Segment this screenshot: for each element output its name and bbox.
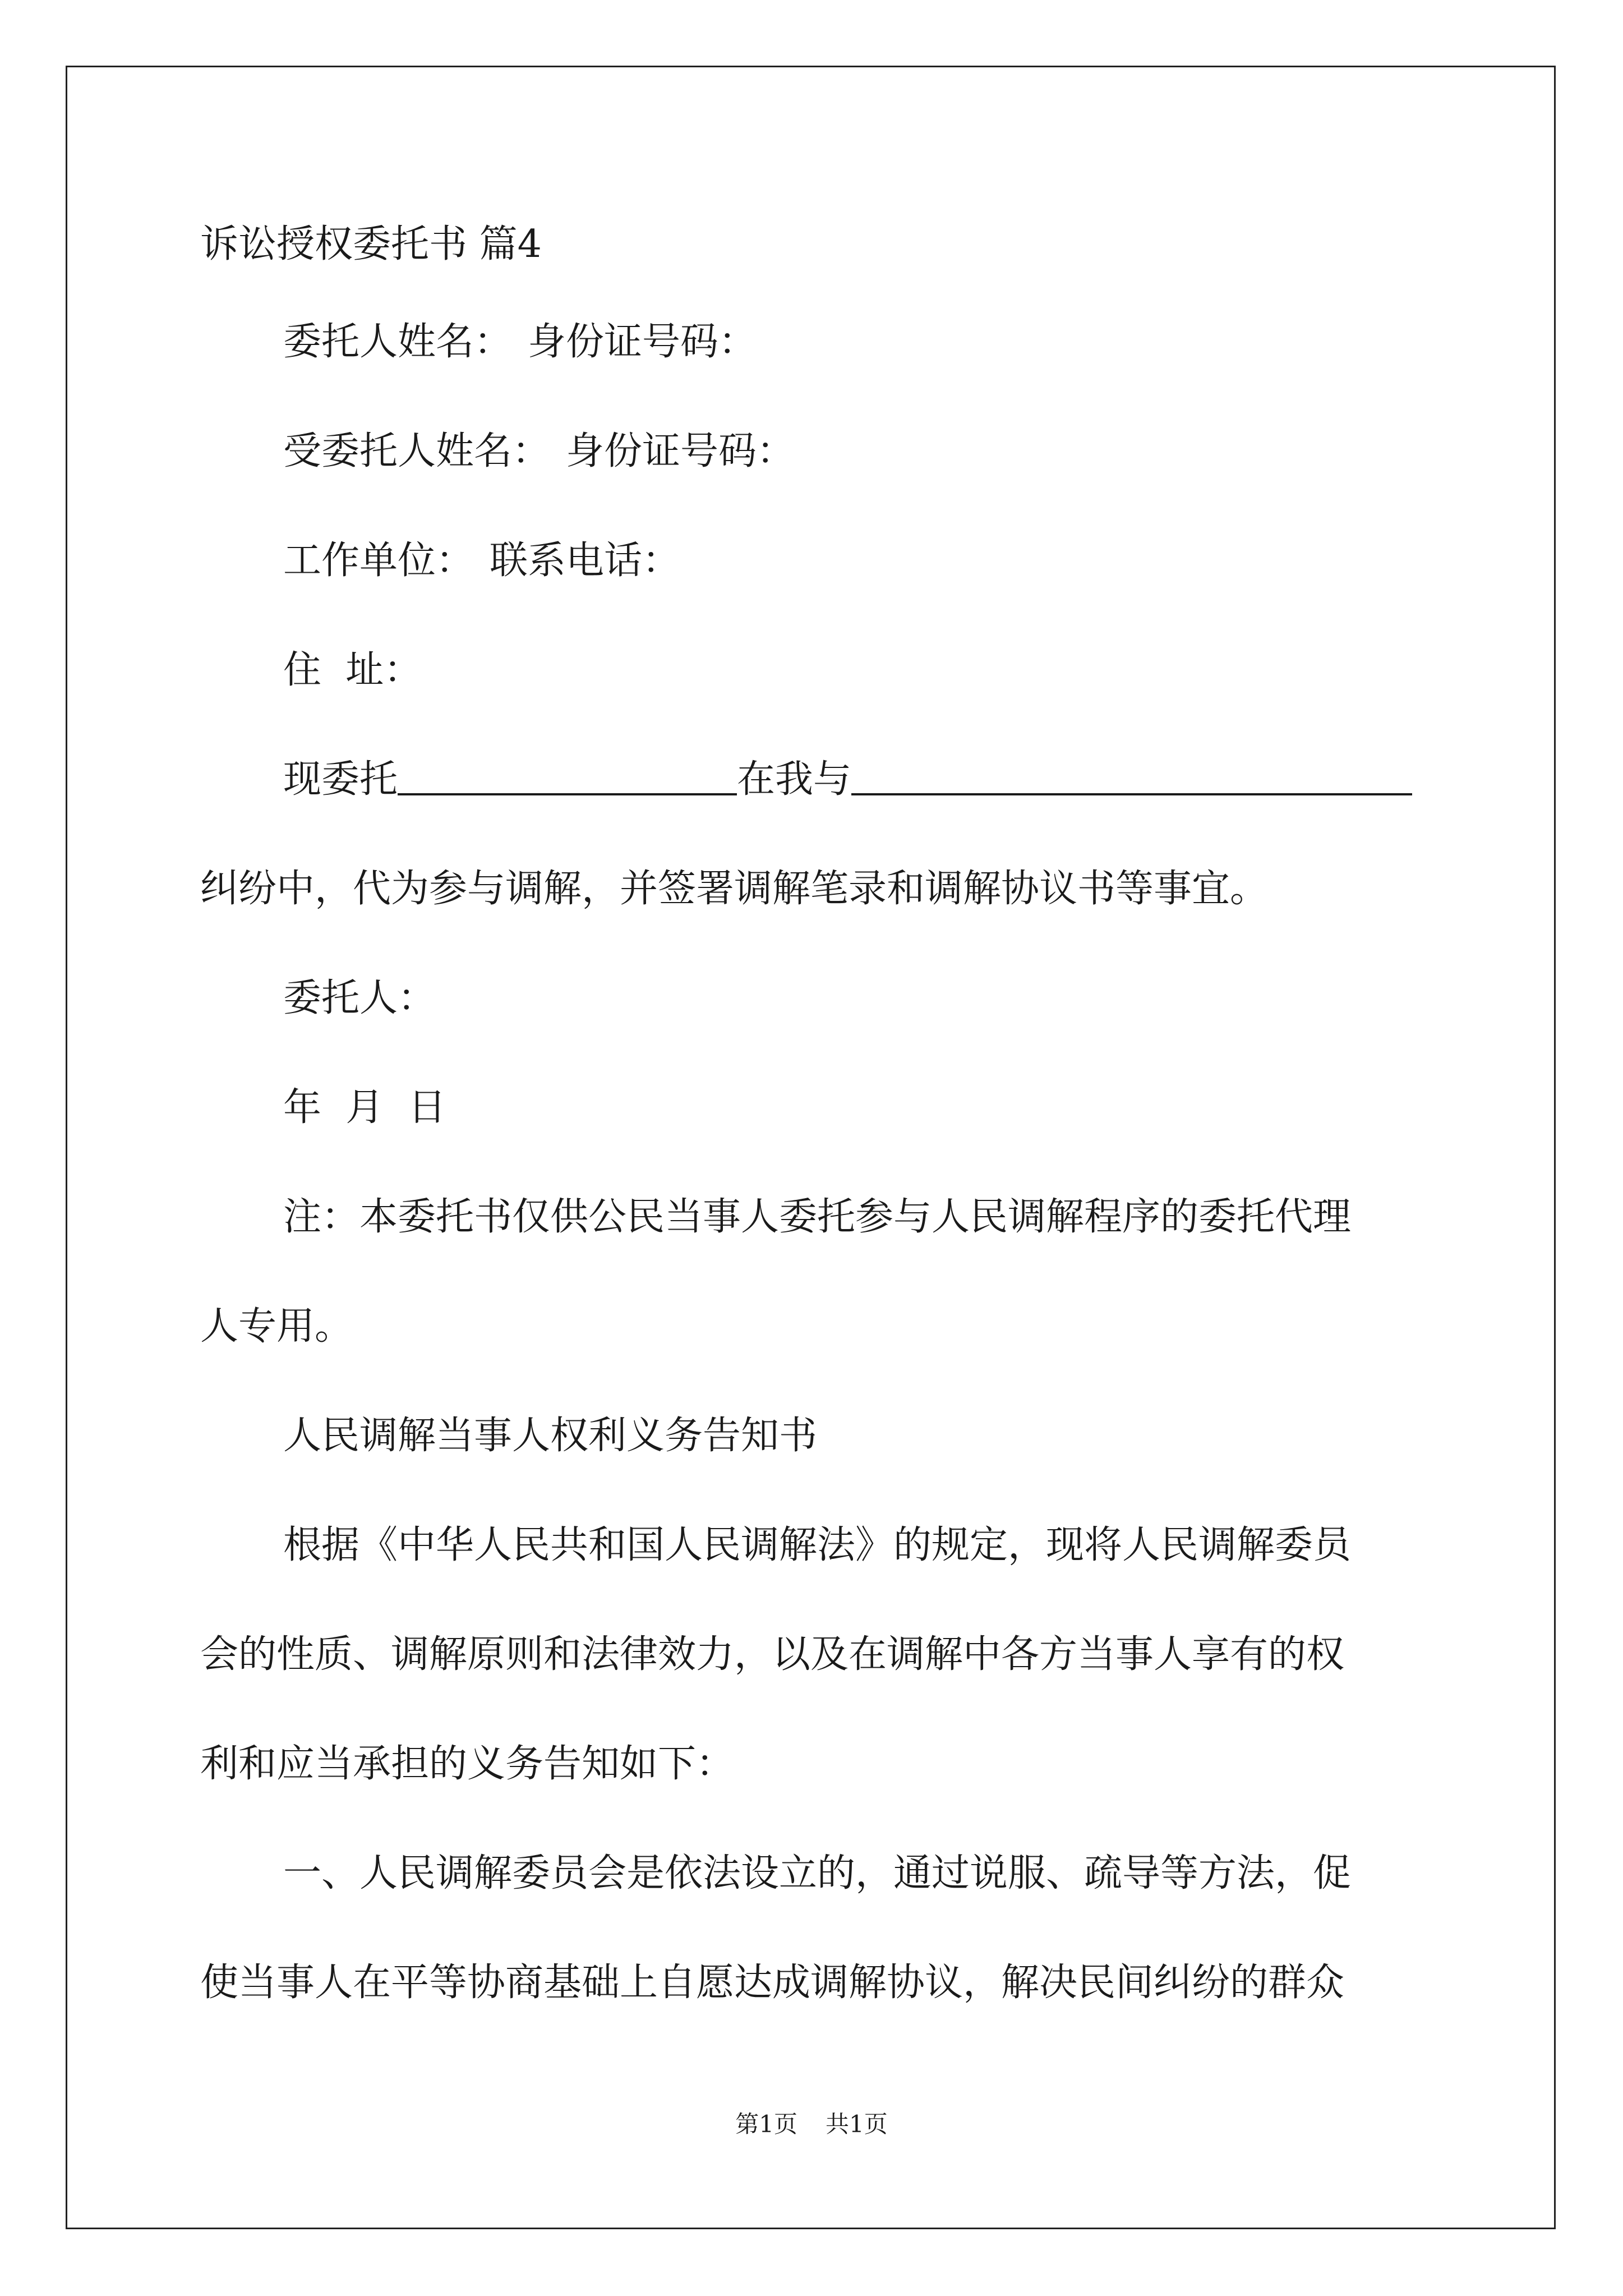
entrust-line: [200, 757, 1412, 802]
agent-id-label: 身份证号码：: [566, 429, 795, 473]
document-title: 诉讼授权委托书 篇4: [200, 222, 542, 266]
entrust-middle: 在我与: [737, 757, 852, 802]
work-info-line: [200, 539, 680, 583]
agent-name-label: 受委托人姓名：: [283, 429, 551, 473]
address-label: 住 址：: [283, 648, 422, 692]
notice-intro-line-3: 利和应当承担的义务告知如下：: [200, 1742, 735, 1786]
party-blank: [851, 760, 1412, 795]
phone-label: 联系电话：: [490, 539, 681, 583]
client-name-label: 委托人姓名：: [283, 320, 513, 364]
page-total: 共1页: [826, 2110, 888, 2138]
client-id-label: 身份证号码：: [528, 320, 757, 364]
notice-heading: 人民调解当事人权利义务告知书: [283, 1414, 818, 1458]
notice-intro-line-2: 会的性质、调解原则和法律效力，以及在调解中各方当事人享有的权: [200, 1632, 1345, 1677]
agent-info-line: [200, 429, 795, 474]
client-signature-label: 委托人：: [283, 976, 436, 1020]
date-label: 年 月 日: [283, 1085, 446, 1130]
notice-item1-line-1: 一、人民调解委员会是依法设立的，通过说服、疏导等方法，促: [283, 1851, 1352, 1895]
notice-item1-line-2: 使当事人在平等协商基础上自愿达成调解协议，解决民间纠纷的群众: [200, 1961, 1345, 2005]
client-info-line: [200, 320, 757, 365]
page-footer: [0, 2110, 1623, 2138]
agent-blank: [398, 760, 737, 795]
entrust-continuation: 纠纷中，代为参与调解，并签署调解笔录和调解协议书等事宜。: [200, 867, 1269, 911]
entrust-prefix: 现委托: [283, 757, 398, 802]
page-border: [66, 66, 1556, 2229]
page-current: 第1页: [735, 2110, 797, 2138]
note-line-2: 人专用。: [200, 1304, 353, 1349]
work-unit-label: 工作单位：: [283, 539, 474, 583]
note-line-1: 注：本委托书仅供公民当事人委托参与人民调解程序的委托代理: [283, 1195, 1352, 1239]
notice-intro-line-1: 根据《中华人民共和国人民调解法》的规定，现将人民调解委员: [283, 1523, 1352, 1567]
